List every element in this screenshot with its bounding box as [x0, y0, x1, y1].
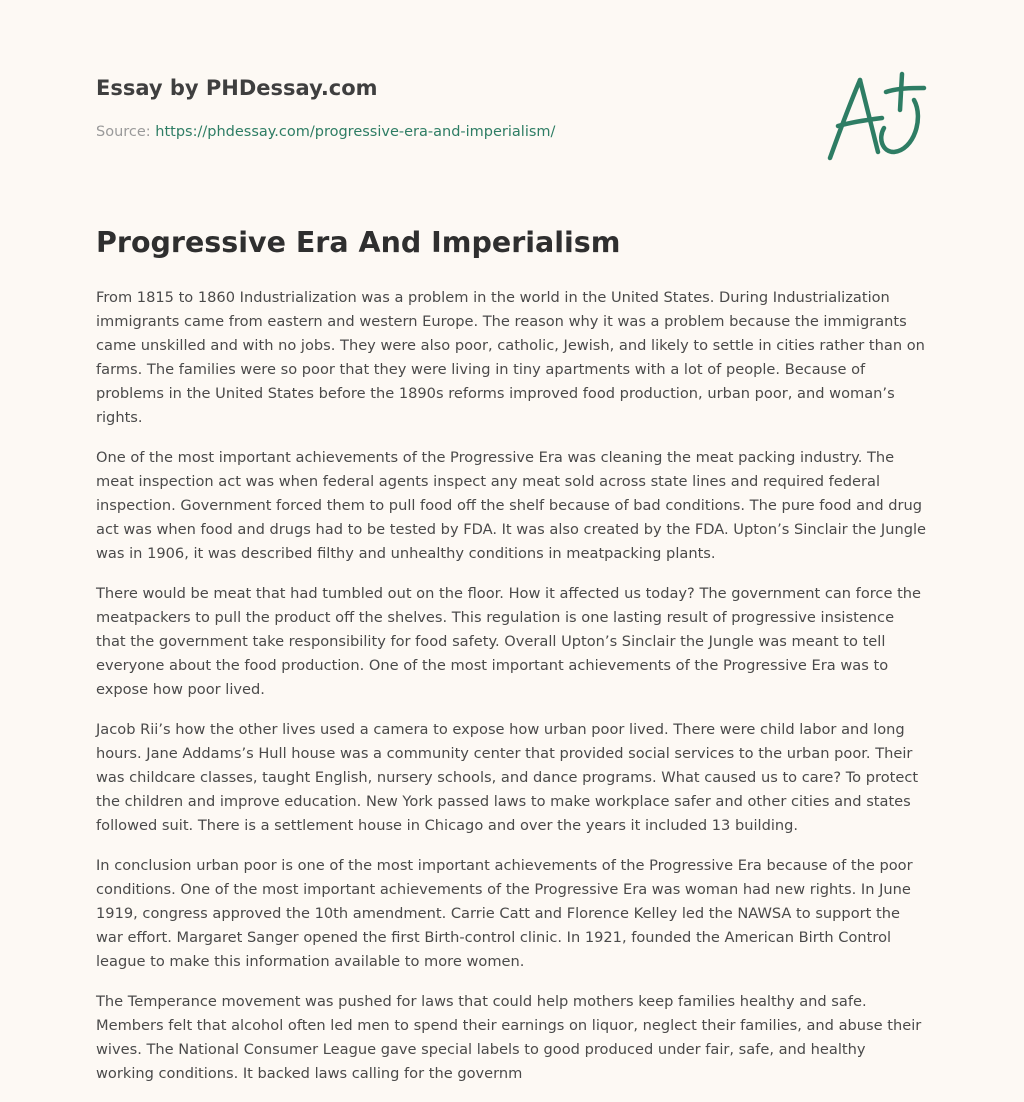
site-brand: Essay by PHDessay.com [96, 76, 378, 100]
essay-paragraph: There would be meat that had tumbled out on the floor. How it affected us today? The government can force the meatpackers to pull the product off the shelves. This regulation is one lasting result of progressive insistence that the government take responsibility for food safety. Overall Upton’s Sinclair the Jungle was meant to tell everyone about the food production. One of the most important achievements of the Progressive Era was to expose how poor lived. [96, 585, 922, 698]
source-label: Source: [96, 124, 151, 140]
essay-title: Progressive Era And Imperialism [96, 226, 621, 259]
a-plus-grade-icon [824, 66, 930, 166]
essay-body [96, 286, 928, 1102]
essay-paragraph: In conclusion urban poor is one of the most important achievements of the Progressive Era because of the poor conditions. One of the most important achievements of the Progressive Era was woman had new rights. In June 1919, congress approved the 10th amendment. Carrie Catt and Florence Kelley led the NAWSA to support the war effort. Margaret Sanger opened the first Birth-control clinic. In 1921, founded the American Birth Control league to make this information available to more women. [96, 857, 913, 970]
source-link[interactable]: https://phdessay.com/progressive-era-and-imperialism/ [155, 124, 556, 140]
essay-paragraph: Jacob Rii’s how the other lives used a camera to expose how urban poor lived. There were child labor and long hours. Jane Addams’s Hull house was a community center that provided social services to the urban poor. Their was childcare classes, taught English, nursery schools, and dance programs. What caused us to care? To protect the children and improve education. New York passed laws to make workplace safer and other cities and states followed suit. There is a settlement house in Chicago and over the years it included 13 building. [96, 721, 919, 834]
essay-paragraph: From 1815 to 1860 Industrialization was a problem in the world in the United States. During Industrialization immigrants came from eastern and western Europe. The reason why it was a problem because the immigrants came unskilled and with no jobs. They were also poor, catholic, Jewish, and likely to settle in cities rather than on farms. The families were so poor that they were living in tiny apartments with a lot of people. Because of problems in the United States before the 1890s reforms improved food production, urban poor, and woman’s rights. [96, 289, 925, 426]
essay-paragraph: The Temperance movement was pushed for laws that could help mothers keep families healthy and safe. Members felt that alcohol often led men to spend their earnings on liquor, neglect their families, and abuse their wives. The National Consumer League gave special labels to good produced under fair, safe, and healthy working conditions. It backed laws calling for the governm [96, 993, 922, 1082]
source-line [96, 124, 555, 140]
essay-paragraph: One of the most important achievements of the Progressive Era was cleaning the meat packing industry. The meat inspection act was when federal agents inspect any meat sold across state lines and required federal inspection. Government forced them to pull food off the shelf because of bad conditions. The pure food and drug act was when food and drugs had to be tested by FDA. It was also created by the FDA. Upton’s Sinclair the Jungle was in 1906, it was described filthy and unhealthy conditions in meatpacking plants. [96, 449, 926, 562]
